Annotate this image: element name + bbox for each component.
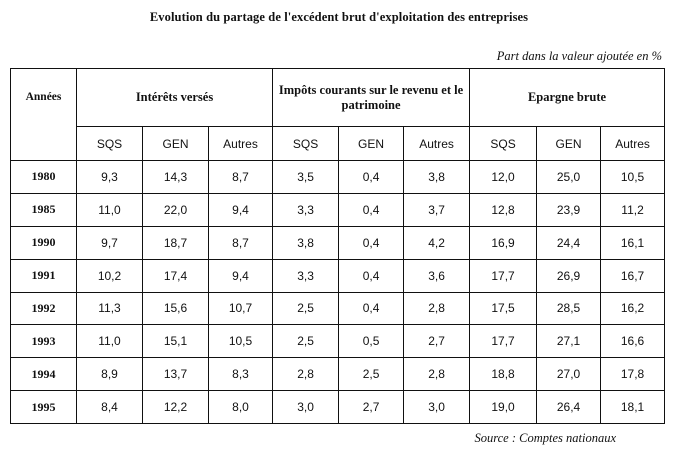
value-cell: 25,0: [537, 161, 601, 194]
value-cell: 2,8: [404, 292, 470, 325]
year-cell: 1994: [11, 358, 77, 391]
value-cell: 16,2: [601, 292, 665, 325]
table-row: [11, 325, 665, 358]
value-cell: 10,5: [601, 161, 665, 194]
value-cell: 12,2: [143, 391, 209, 424]
group-header-epargne: Epargne brute: [470, 69, 665, 127]
table-row: [11, 259, 665, 292]
value-cell: 17,5: [470, 292, 537, 325]
value-cell: 27,0: [537, 358, 601, 391]
value-cell: 12,8: [470, 193, 537, 226]
year-cell: 1993: [11, 325, 77, 358]
source-note: Source : Comptes nationaux: [474, 431, 616, 445]
page-title: Evolution du partage de l'excédent brut d'exploitation des entreprises: [149, 10, 529, 24]
value-cell: 15,1: [143, 325, 209, 358]
group-header-row: [11, 69, 665, 127]
value-cell: 0,4: [339, 259, 404, 292]
value-cell: 3,0: [404, 391, 470, 424]
value-cell: 27,1: [537, 325, 601, 358]
value-cell: 3,0: [273, 391, 339, 424]
value-cell: 18,8: [470, 358, 537, 391]
subheader-cell: SQS: [273, 127, 339, 161]
subheader-cell: GEN: [537, 127, 601, 161]
value-cell: 18,7: [143, 226, 209, 259]
value-cell: 11,0: [77, 325, 143, 358]
table-row: [11, 193, 665, 226]
table-body: [11, 161, 665, 424]
value-cell: 2,5: [273, 325, 339, 358]
data-table: [10, 68, 665, 424]
value-cell: 3,5: [273, 161, 339, 194]
value-cell: 24,4: [537, 226, 601, 259]
table-row: [11, 226, 665, 259]
value-cell: 10,7: [209, 292, 273, 325]
value-cell: 16,9: [470, 226, 537, 259]
subheader-cell: SQS: [77, 127, 143, 161]
value-cell: 17,8: [601, 358, 665, 391]
value-cell: 18,1: [601, 391, 665, 424]
value-cell: 13,7: [143, 358, 209, 391]
value-cell: 3,3: [273, 259, 339, 292]
value-cell: 28,5: [537, 292, 601, 325]
value-cell: 12,0: [470, 161, 537, 194]
subheader-cell: GEN: [339, 127, 404, 161]
value-cell: 26,9: [537, 259, 601, 292]
value-cell: 3,8: [404, 161, 470, 194]
value-cell: 10,2: [77, 259, 143, 292]
value-cell: 3,3: [273, 193, 339, 226]
value-cell: 2,8: [273, 358, 339, 391]
year-cell: 1995: [11, 391, 77, 424]
value-cell: 4,2: [404, 226, 470, 259]
value-cell: 2,7: [404, 325, 470, 358]
unit-note: Part dans la valeur ajoutée en %: [496, 49, 662, 63]
value-cell: 16,7: [601, 259, 665, 292]
subheader-row: [11, 127, 665, 161]
group-header-impots: Impôts courants sur le revenu et le patrimoine: [273, 69, 470, 127]
value-cell: 2,8: [404, 358, 470, 391]
table-row: [11, 358, 665, 391]
subheader-cell: Autres: [601, 127, 665, 161]
value-cell: 3,8: [273, 226, 339, 259]
subheader-cell: Autres: [404, 127, 470, 161]
value-cell: 2,7: [339, 391, 404, 424]
value-cell: 0,4: [339, 193, 404, 226]
value-cell: 9,3: [77, 161, 143, 194]
value-cell: 3,6: [404, 259, 470, 292]
value-cell: 11,2: [601, 193, 665, 226]
group-header-interets: Intérêts versés: [77, 69, 273, 127]
value-cell: 26,4: [537, 391, 601, 424]
value-cell: 15,6: [143, 292, 209, 325]
value-cell: 16,1: [601, 226, 665, 259]
value-cell: 3,7: [404, 193, 470, 226]
value-cell: 0,5: [339, 325, 404, 358]
value-cell: 14,3: [143, 161, 209, 194]
year-cell: 1990: [11, 226, 77, 259]
value-cell: 8,7: [209, 226, 273, 259]
value-cell: 19,0: [470, 391, 537, 424]
value-cell: 2,5: [339, 358, 404, 391]
value-cell: 0,4: [339, 226, 404, 259]
value-cell: 17,7: [470, 325, 537, 358]
value-cell: 8,0: [209, 391, 273, 424]
value-cell: 8,3: [209, 358, 273, 391]
table-row: [11, 292, 665, 325]
subheader-cell: GEN: [143, 127, 209, 161]
subheader-cell: Autres: [209, 127, 273, 161]
value-cell: 23,9: [537, 193, 601, 226]
value-cell: 16,6: [601, 325, 665, 358]
value-cell: 0,4: [339, 161, 404, 194]
value-cell: 9,7: [77, 226, 143, 259]
value-cell: 8,7: [209, 161, 273, 194]
value-cell: 9,4: [209, 193, 273, 226]
value-cell: 22,0: [143, 193, 209, 226]
year-cell: 1991: [11, 259, 77, 292]
subheader-cell: SQS: [470, 127, 537, 161]
value-cell: 0,4: [339, 292, 404, 325]
corner-header: Années: [11, 69, 77, 161]
value-cell: 17,4: [143, 259, 209, 292]
value-cell: 8,9: [77, 358, 143, 391]
year-cell: 1980: [11, 161, 77, 194]
value-cell: 10,5: [209, 325, 273, 358]
year-cell: 1992: [11, 292, 77, 325]
value-cell: 8,4: [77, 391, 143, 424]
table-row: [11, 161, 665, 194]
value-cell: 2,5: [273, 292, 339, 325]
value-cell: 11,3: [77, 292, 143, 325]
table-row: [11, 391, 665, 424]
year-cell: 1985: [11, 193, 77, 226]
value-cell: 11,0: [77, 193, 143, 226]
value-cell: 17,7: [470, 259, 537, 292]
value-cell: 9,4: [209, 259, 273, 292]
